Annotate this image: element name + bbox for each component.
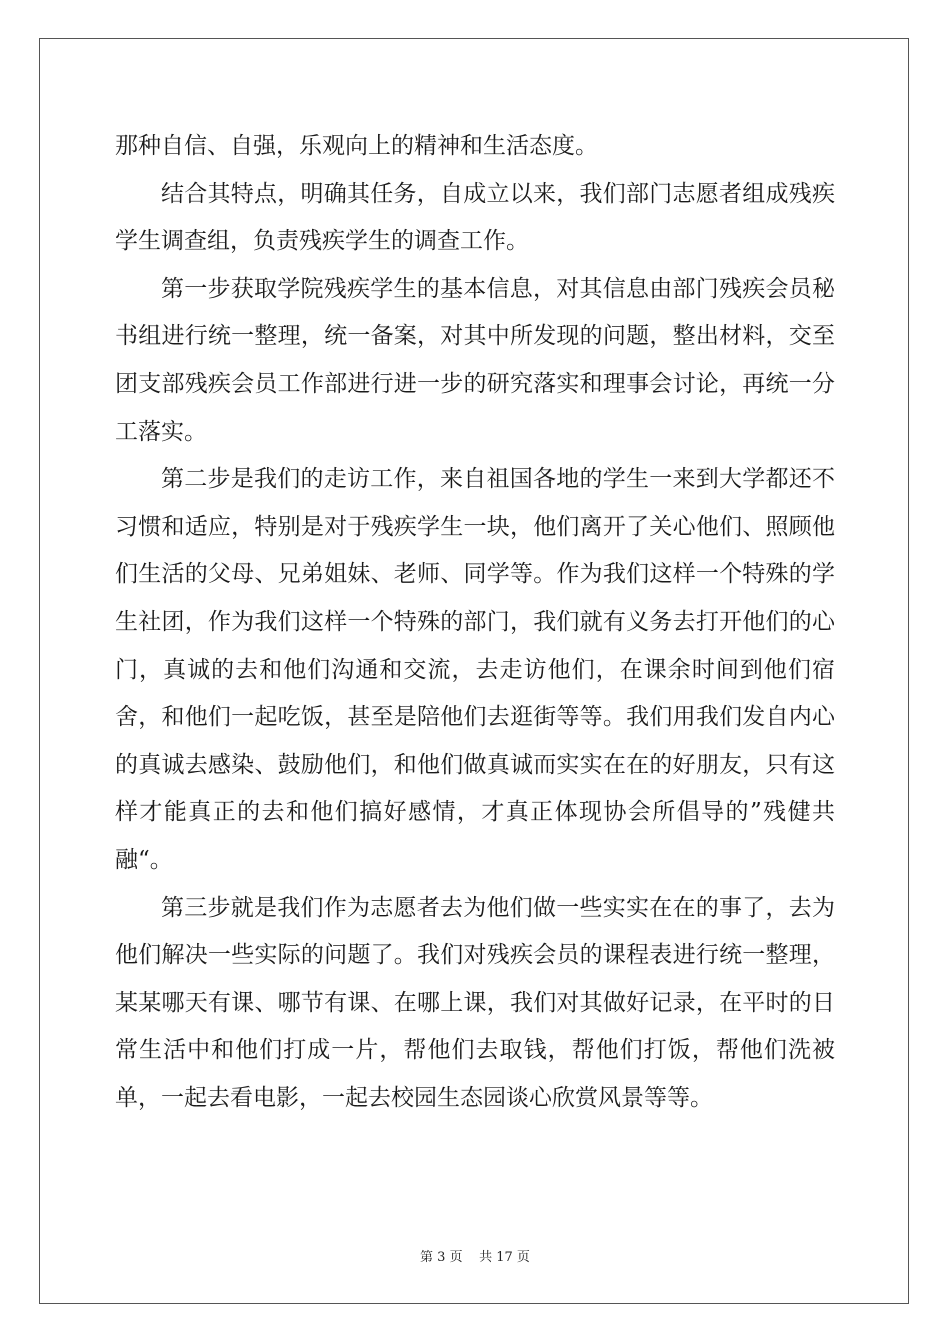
- document-body: [115, 123, 835, 1122]
- paragraph: 第一步获取学院残疾学生的基本信息，对其信息由部门残疾会员秘书组进行统一整理，统一备案，对其中所发现的问题，整出材料，交至团支部残疾会员工作部进行进一步的研究落实和理事会讨论，再统一分工落实。: [115, 275, 835, 445]
- page-footer: [0, 1246, 950, 1265]
- paragraph: 第三步就是我们作为志愿者去为他们做一些实实在在的事了，去为他们解决一些实际的问题了。我们对残疾会员的课程表进行统一整理，某某哪天有课、哪节有课、在哪上课，我们对其做好记录，在平时的日常生活中和他们打成一片，帮他们去取钱，帮他们打饭，帮他们洗被单，一起去看电影，一起去校园生态园谈心欣赏风景等等。: [115, 894, 835, 1111]
- paragraph: 第二步是我们的走访工作，来自祖国各地的学生一来到大学都还不习惯和适应，特别是对于残疾学生一块，他们离开了关心他们、照顾他们生活的父母、兄弟姐妹、老师、同学等。作为我们这样一个特殊的学生社团，作为我们这样一个特殊的部门，我们就有义务去打开他们的心门，真诚的去和他们沟通和交流，去走访他们，在课余时间到他们宿舍，和他们一起吃饭，甚至是陪他们去逛街等等。我们用我们发自内心的真诚去感染、鼓励他们，和他们做真诚而实实在在的好朋友，只有这样才能真正的去和他们搞好感情，才真正体现协会所倡导的”残健共融“。: [115, 466, 835, 873]
- paragraph: 那种自信、自强，乐观向上的精神和生活态度。: [115, 133, 598, 159]
- page-total: 共 17 页: [479, 1250, 530, 1265]
- page-number: 第 3 页: [420, 1250, 463, 1265]
- paragraph: 结合其特点，明确其任务，自成立以来，我们部门志愿者组成残疾学生调查组，负责残疾学生的调查工作。: [115, 180, 835, 255]
